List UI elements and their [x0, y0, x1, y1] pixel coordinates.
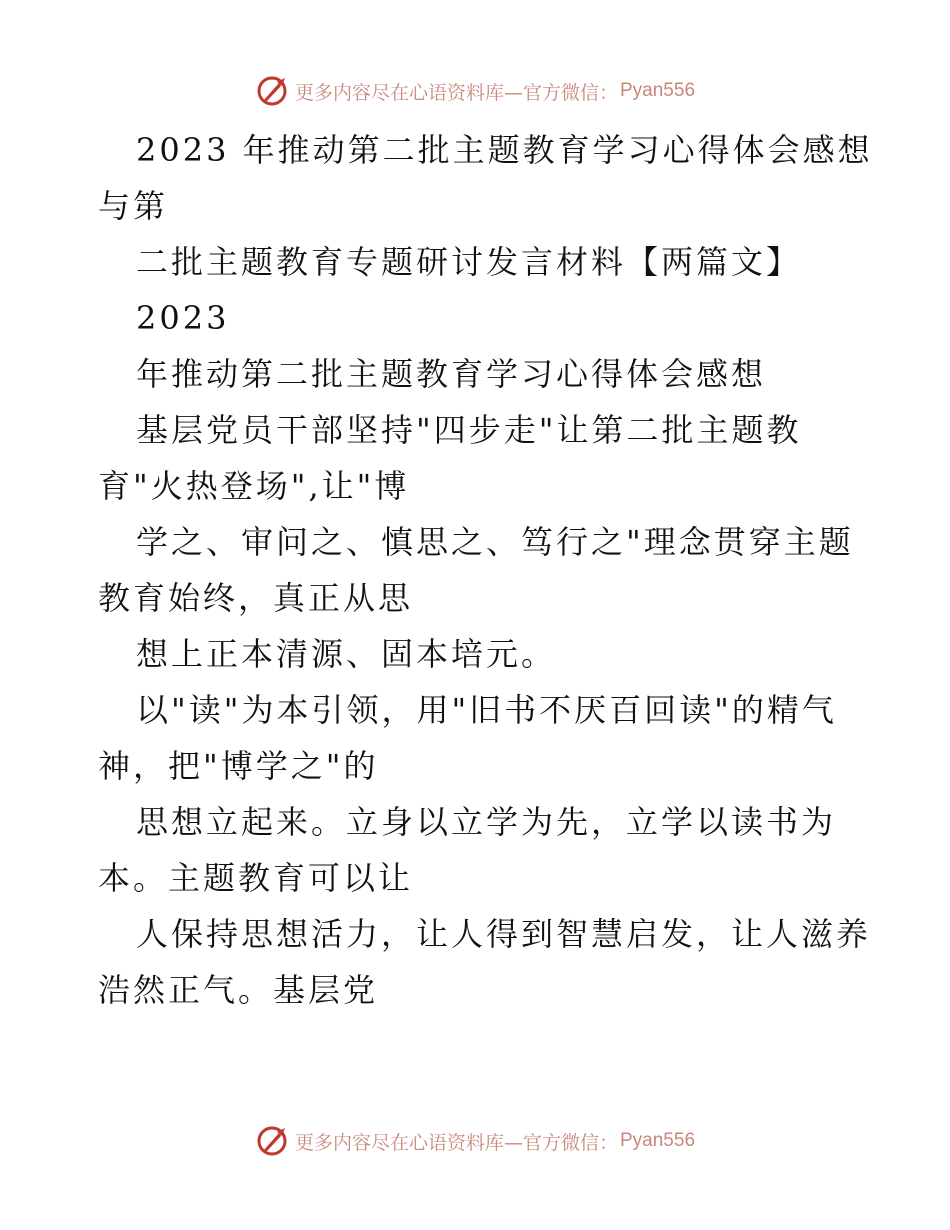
watermark-wechat-id: Pyan556: [620, 80, 696, 101]
text-line: 学之、审问之、慎思之、笃行之"理念贯穿主题: [136, 523, 854, 561]
text-line: 教育始终，真正从思: [98, 579, 414, 617]
text-line: 思想立起来。立身以立学为先，立学以读书为: [136, 803, 837, 841]
text-line: 本。主题教育可以让: [98, 859, 414, 897]
text-line: 浩然正气。基层党: [98, 971, 379, 1009]
document-body: [98, 122, 873, 1018]
watermark-wechat-id: Pyan556: [620, 1130, 696, 1151]
text-line: 2023 年推动第二批主题教育学习心得体会感想: [136, 131, 873, 169]
footer-watermark: [0, 1124, 950, 1158]
text-line: 二批主题教育专题研讨发言材料【两篇文】: [136, 243, 802, 281]
text-line: 与第: [98, 187, 169, 225]
text-line: 育"火热登场",让"博: [98, 467, 410, 505]
header-watermark: [0, 74, 950, 108]
text-line: 人保持思想活力，让人得到智慧启发，让人滋养: [136, 915, 872, 953]
text-line: 神，把"博学之"的: [98, 747, 379, 785]
text-line: 基层党员干部坚持"四步走"让第二批主题教: [136, 411, 802, 449]
feather-logo-icon: [255, 74, 289, 108]
feather-logo-icon: [255, 1124, 289, 1158]
watermark-text: 更多内容尽在心语资料库—官方微信：: [294, 1131, 618, 1154]
text-line: 以"读"为本引领，用"旧书不厌百回读"的精气: [136, 691, 837, 729]
text-line: 年推动第二批主题教育学习心得体会感想: [136, 355, 767, 393]
text-line: 想上正本清源、固本培元。: [136, 635, 557, 673]
text-line: 2023: [136, 299, 230, 337]
watermark-text: 更多内容尽在心语资料库—官方微信：: [294, 81, 618, 104]
